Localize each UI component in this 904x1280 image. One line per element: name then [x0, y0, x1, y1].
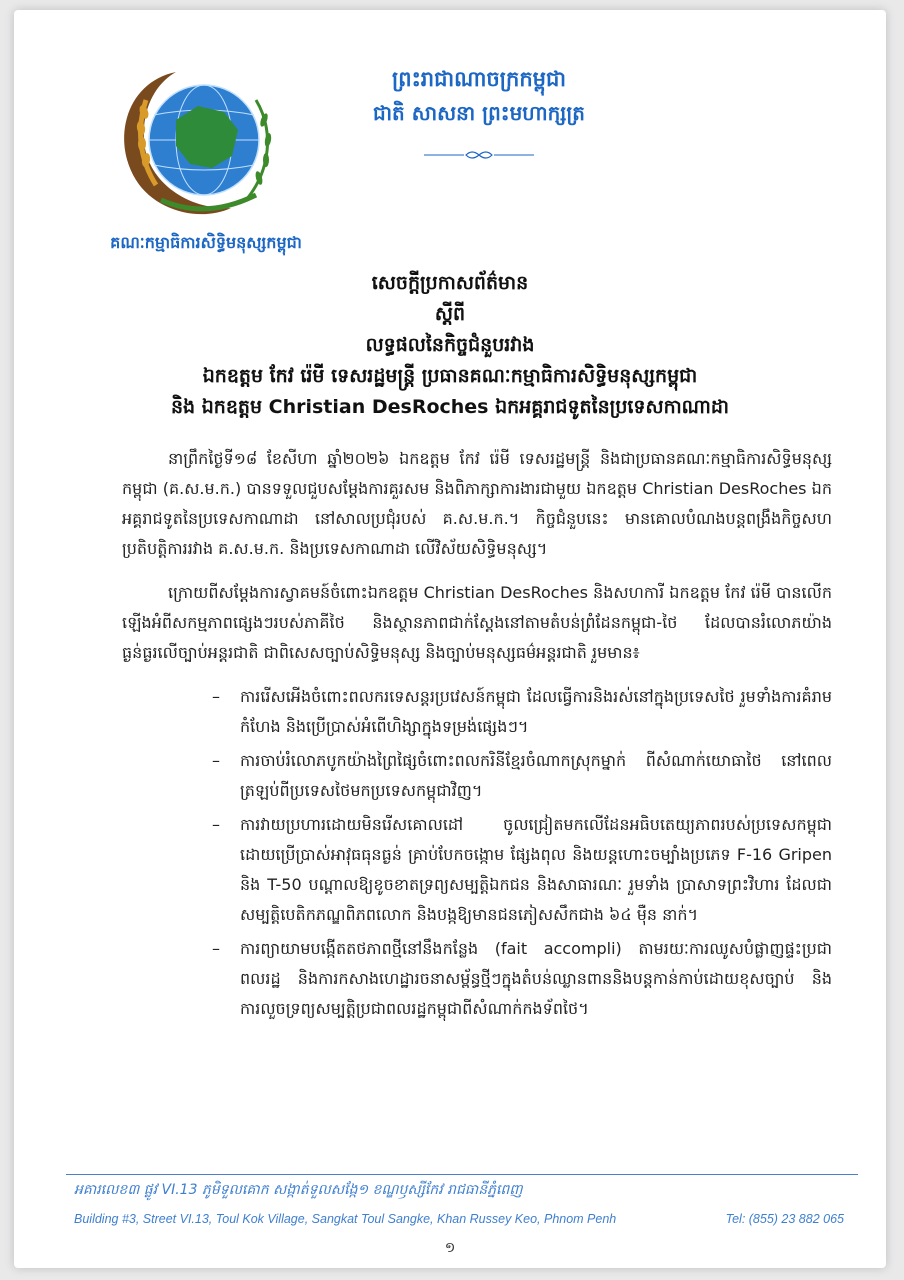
- footer-divider: [66, 1174, 858, 1175]
- list-item: [212, 746, 832, 806]
- paragraph-2: ក្រោយពីសម្តែងការស្វាគមន៍ចំពោះឯកឧត្តម Christian DesRoches និងសហការី ឯកឧត្តម កែវ រ៉េមី បានលើកឡើងអំពីសកម្មភាពផ្សេងៗរបស់ភាគីថៃ និងស្ថានភាពជាក់ស្តែងនៅតាមតំបន់ព្រំដែនកម្ពុជា-ថៃ ដែលបានរំលោភយ៉ាងធ្ងន់ធ្ងរលើច្បាប់អន្តរជាតិ ជាពិសេសច្បាប់សិទ្ធិមនុស្ស និងច្បាប់មនុស្សធម៌អន្តរជាតិ រួមមាន៖: [122, 583, 832, 662]
- list-item: [212, 810, 832, 930]
- bullet-dash: –: [212, 687, 220, 706]
- title-line-1: សេចក្តីប្រកាសព័ត៌មាន: [371, 272, 529, 294]
- paragraph-1: នាព្រឹកថ្ងៃទី១៨ ខែសីហា ឆ្នាំ២០២៦ ឯកឧត្តម កែវ រ៉េមី ទេសរដ្ឋមន្ត្រី និងជាប្រធានគណៈកម្មាធិការសិទ្ធិមនុស្សកម្ពុជា (គ.ស.ម.ក.) បានទទួលជួបសម្តែងការគួរសម និងពិភាក្សាការងារជាមួយ ឯកឧត្តម Christian DesRoches ឯកអគ្គរាជទូតនៃប្រទេសកាណាដា នៅសាលប្រជុំរបស់ គ.ស.ម.ក.។ កិច្ចជំនួបនេះ មានគោលបំណងបន្តពង្រឹងកិច្ចសហប្រតិបត្តិការរវាង គ.ស.ម.ក. និងប្រទេសកាណាដា លើវិស័យសិទ្ធិមនុស្ស។: [122, 449, 832, 558]
- bullet-dash: –: [212, 939, 220, 958]
- bullet-dash: –: [212, 751, 220, 770]
- bullet-dash: –: [212, 815, 220, 834]
- violations-list: [122, 682, 832, 1024]
- list-item: [212, 934, 832, 1024]
- press-release-body: [122, 444, 832, 1028]
- divider-ornament-icon: [424, 148, 534, 162]
- page-number: ១: [444, 1240, 456, 1256]
- kingdom-motto: [359, 62, 599, 130]
- press-release-title: [74, 268, 826, 423]
- title-line-3: លទ្ធផលនៃកិច្ចជំនួបរវាង: [365, 334, 535, 356]
- document-page: [14, 10, 886, 1268]
- title-line-5: និង ឯកឧត្តម Christian DesRoches ឯកអគ្គរាជទូតនៃប្រទេសកាណាដា: [170, 396, 729, 418]
- kingdom-title: ព្រះរាជាណាចក្រកម្ពុជា: [391, 67, 566, 91]
- list-item: [212, 682, 832, 742]
- title-line-4: ឯកឧត្តម កែវ រ៉េមី ទេសរដ្ឋមន្ត្រី ប្រធានគណៈកម្មាធិការសិទ្ធិមនុស្សកម្ពុជា: [202, 365, 698, 387]
- logo-emblem-icon: [106, 60, 281, 230]
- footer-address-khmer: អគារលេខ៣ ផ្លូវ VI.13 ភូមិទួលគោក សង្កាត់ទួលសង្កែ១ ខណ្ឌឫស្សីកែវ រាជធានីភ្នំពេញ: [74, 1182, 523, 1198]
- list-item-text: ការព្យាយាមបង្កើតតថភាពថ្មីនៅនឹងកន្លែង (fait accompli) តាមរយៈការឈូសបំផ្លាញផ្ទះប្រជាពលរដ្ឋ និងការកសាងហេដ្ឋារចនាសម្ព័ន្ធថ្មីៗក្នុងតំបន់ឈ្លានពាននិងបន្តកាន់កាប់ដោយខុសច្បាប់ និងការលួចទ្រព្យសម្បត្តិប្រជាពលរដ្ឋកម្ពុជាពីសំណាក់កងទ័ពថៃ។: [240, 939, 832, 1018]
- national-motto: ជាតិ សាសនា ព្រះមហាក្សត្រ: [373, 101, 585, 125]
- committee-name: គណៈកម្មាធិការសិទ្ធិមនុស្សកម្ពុជា: [110, 233, 302, 252]
- list-item-text: ការរើសអើងចំពោះពលករទេសន្តរប្រវេសន៍កម្ពុជា ដែលធ្វើការនិងរស់នៅក្នុងប្រទេសថៃ រួមទាំងការគំរាមកំហែង និងប្រើប្រាស់អំពើហិង្សាក្នុងទម្រង់ផ្សេងៗ។: [240, 687, 832, 736]
- footer-telephone: Tel: (855) 23 882 065: [725, 1212, 844, 1226]
- list-item-text: ការវាយប្រហារដោយមិនរើសគោលដៅ ចូលជ្រៀតមកលើដែនអធិបតេយ្យភាពរបស់ប្រទេសកម្ពុជា ដោយប្រើប្រាស់អាវុធធុនធ្ងន់ គ្រាប់បែកចង្កោម ផ្សែងពុល និងយន្តហោះចម្បាំងប្រភេទ F-16 Gripen និង T-50 បណ្តាលឱ្យខូចខាតទ្រព្យសម្បត្តិឯកជន និងសាធារណៈ រួមទាំង ប្រាសាទព្រះវិហារ ដែលជាសម្បត្តិបេតិកភណ្ឌពិភពលោក និងបង្កឱ្យមានជនភៀសសឹកជាង ៦៤ ម៉ឺន នាក់។: [240, 815, 832, 924]
- footer-address-english: Building #3, Street VI.13, Toul Kok Village, Sangkat Toul Sangke, Khan Russey Keo, Phnom Penh: [74, 1212, 617, 1226]
- committee-logo: [106, 60, 281, 230]
- title-line-2: ស្តីពី: [434, 303, 466, 325]
- list-item-text: ការចាប់រំលោភបូកយ៉ាងព្រៃផ្សៃចំពោះពលករិនីខ្មែរចំណាកស្រុកម្នាក់ ពីសំណាក់យោធាថៃ នៅពេលត្រឡប់ពីប្រទេសថៃមកប្រទេសកម្ពុជាវិញ។: [240, 751, 832, 800]
